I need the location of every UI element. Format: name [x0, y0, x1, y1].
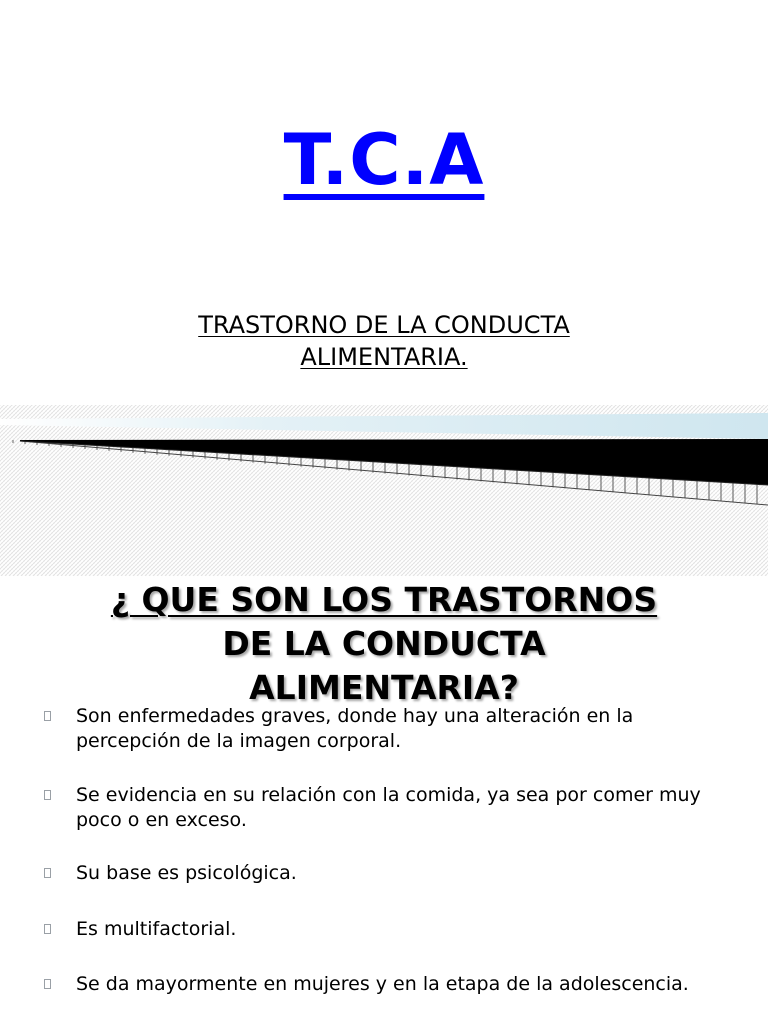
- square-bullet-icon: [44, 790, 51, 800]
- square-bullet-icon: [44, 868, 51, 878]
- bullet-text: Se da mayormente en mujeres y en la etapa de la adolescencia.: [76, 973, 689, 995]
- bullet-text: Son enfermedades graves, donde hay una alteración en la percepción de la imagen corporal.: [76, 705, 634, 752]
- list-item: [40, 972, 740, 997]
- subtitle-line-1: TRASTORNO DE LA CONDUCTA: [198, 311, 570, 339]
- square-bullet-icon: [44, 711, 51, 721]
- slide-2-title: [40, 578, 728, 710]
- square-bullet-icon: [44, 924, 51, 934]
- slide-2-title-line-3: ALIMENTARIA?: [249, 668, 519, 707]
- list-item: [40, 917, 740, 942]
- slide-title: T.C.A: [283, 119, 485, 201]
- list-item: [40, 783, 740, 833]
- slide-2-title-line-2: DE LA CONDUCTA: [222, 624, 546, 663]
- subtitle-line-2: ALIMENTARIA.: [300, 343, 468, 371]
- square-bullet-icon: [44, 979, 51, 989]
- list-item: [40, 861, 740, 886]
- bullet-text: Su base es psicológica.: [76, 862, 297, 884]
- slide-2: [0, 576, 768, 1024]
- bullet-text: Es multifactorial.: [76, 918, 237, 940]
- list-item: [40, 704, 740, 754]
- slide-subtitle: [0, 309, 768, 373]
- bullet-text: Se evidencia en su relación con la comida, ya sea por comer muy poco o en exceso.: [76, 784, 701, 831]
- slide-2-title-line-1: ¿ QUE SON LOS TRASTORNOS: [110, 580, 658, 619]
- decorative-band: [0, 405, 768, 576]
